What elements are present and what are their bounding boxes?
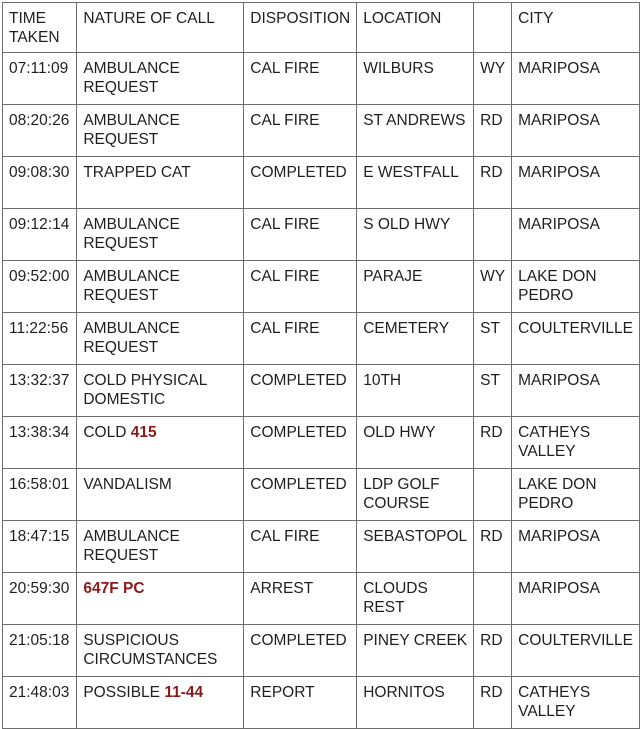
- nature-text: AMBULANCE REQUEST: [83, 60, 180, 96]
- disposition-cell: REPORT: [244, 677, 357, 729]
- street-suffix-cell: [474, 573, 512, 625]
- nature-text: AMBULANCE REQUEST: [83, 216, 180, 252]
- nature-text: VANDALISM: [83, 476, 172, 493]
- table-row: [3, 417, 640, 469]
- time-cell: 13:38:34: [3, 417, 77, 469]
- disposition-cell: COMPLETED: [244, 469, 357, 521]
- call-log-body: [3, 53, 640, 729]
- call-log-table: [2, 2, 640, 729]
- nature-text: COLD PHYSICAL DOMESTIC: [83, 372, 207, 408]
- time-cell: 09:52:00: [3, 261, 77, 313]
- nature-text: POSSIBLE: [83, 684, 165, 701]
- nature-text: SUSPICIOUS CIRCUMSTANCES: [83, 632, 218, 668]
- street-suffix-cell: ST: [474, 313, 512, 365]
- nature-cell: [77, 157, 244, 209]
- table-row: [3, 625, 640, 677]
- time-cell: 11:22:56: [3, 313, 77, 365]
- city-cell: COULTERVILLE: [512, 625, 640, 677]
- city-cell: MARIPOSA: [512, 53, 640, 105]
- location-cell: 10TH: [357, 365, 474, 417]
- time-cell: 07:11:09: [3, 53, 77, 105]
- street-suffix-cell: [474, 469, 512, 521]
- time-cell: 21:48:03: [3, 677, 77, 729]
- nature-text: AMBULANCE REQUEST: [83, 320, 180, 356]
- city-cell: MARIPOSA: [512, 209, 640, 261]
- street-suffix-cell: RD: [474, 105, 512, 157]
- table-row: [3, 209, 640, 261]
- location-cell: OLD HWY: [357, 417, 474, 469]
- nature-cell: [77, 573, 244, 625]
- time-cell: 08:20:26: [3, 105, 77, 157]
- street-suffix-cell: ST: [474, 365, 512, 417]
- street-suffix-cell: WY: [474, 261, 512, 313]
- table-row: [3, 469, 640, 521]
- time-cell: 20:59:30: [3, 573, 77, 625]
- disposition-cell: CAL FIRE: [244, 105, 357, 157]
- location-cell: HORNITOS: [357, 677, 474, 729]
- disposition-cell: CAL FIRE: [244, 261, 357, 313]
- header-street-suffix: [474, 3, 512, 53]
- nature-text: COLD: [83, 424, 131, 441]
- table-row: [3, 521, 640, 573]
- nature-cell: [77, 417, 244, 469]
- disposition-cell: CAL FIRE: [244, 53, 357, 105]
- street-suffix-cell: RD: [474, 625, 512, 677]
- table-row: [3, 573, 640, 625]
- table-row: [3, 105, 640, 157]
- nature-text: AMBULANCE REQUEST: [83, 528, 180, 564]
- table-row: [3, 53, 640, 105]
- nature-cell: [77, 261, 244, 313]
- nature-text: TRAPPED CAT: [83, 164, 191, 181]
- city-cell: MARIPOSA: [512, 365, 640, 417]
- street-suffix-cell: [474, 209, 512, 261]
- city-cell: LAKE DON PEDRO: [512, 261, 640, 313]
- city-cell: COULTERVILLE: [512, 313, 640, 365]
- location-cell: PARAJE: [357, 261, 474, 313]
- location-cell: LDP GOLF COURSE: [357, 469, 474, 521]
- street-suffix-cell: RD: [474, 677, 512, 729]
- time-cell: 13:32:37: [3, 365, 77, 417]
- time-cell: 16:58:01: [3, 469, 77, 521]
- street-suffix-cell: RD: [474, 157, 512, 209]
- location-cell: S OLD HWY: [357, 209, 474, 261]
- nature-cell: [77, 313, 244, 365]
- nature-text: AMBULANCE REQUEST: [83, 112, 180, 148]
- table-row: [3, 261, 640, 313]
- location-cell: E WESTFALL: [357, 157, 474, 209]
- disposition-cell: COMPLETED: [244, 365, 357, 417]
- header-row: [3, 3, 640, 53]
- city-cell: CATHEYS VALLEY: [512, 417, 640, 469]
- nature-cell: [77, 105, 244, 157]
- city-cell: MARIPOSA: [512, 105, 640, 157]
- header-city: CITY: [512, 3, 640, 53]
- time-cell: 21:05:18: [3, 625, 77, 677]
- disposition-cell: COMPLETED: [244, 417, 357, 469]
- nature-cell: [77, 365, 244, 417]
- time-cell: 18:47:15: [3, 521, 77, 573]
- nature-cell: [77, 469, 244, 521]
- city-cell: MARIPOSA: [512, 573, 640, 625]
- location-cell: WILBURS: [357, 53, 474, 105]
- nature-cell: [77, 677, 244, 729]
- location-cell: ST ANDREWS: [357, 105, 474, 157]
- header-disposition: DISPOSITION: [244, 3, 357, 53]
- disposition-cell: CAL FIRE: [244, 209, 357, 261]
- street-suffix-cell: RD: [474, 417, 512, 469]
- time-cell: 09:12:14: [3, 209, 77, 261]
- header-location: LOCATION: [357, 3, 474, 53]
- header-nature-of-call: NATURE OF CALL: [77, 3, 244, 53]
- disposition-cell: COMPLETED: [244, 625, 357, 677]
- table-row: [3, 313, 640, 365]
- city-cell: LAKE DON PEDRO: [512, 469, 640, 521]
- disposition-cell: CAL FIRE: [244, 521, 357, 573]
- location-cell: CEMETERY: [357, 313, 474, 365]
- street-suffix-cell: WY: [474, 53, 512, 105]
- nature-cell: [77, 53, 244, 105]
- nature-cell: [77, 521, 244, 573]
- table-row: [3, 157, 640, 209]
- street-suffix-cell: RD: [474, 521, 512, 573]
- table-row: [3, 365, 640, 417]
- nature-cell: [77, 625, 244, 677]
- nature-code: 415: [130, 424, 157, 441]
- location-cell: PINEY CREEK: [357, 625, 474, 677]
- location-cell: SEBASTOPOL: [357, 521, 474, 573]
- nature-code: 11-44: [164, 684, 204, 701]
- nature-code: 647F PC: [83, 580, 145, 597]
- disposition-cell: ARREST: [244, 573, 357, 625]
- time-cell: 09:08:30: [3, 157, 77, 209]
- city-cell: CATHEYS VALLEY: [512, 677, 640, 729]
- table-row: [3, 677, 640, 729]
- location-cell: CLOUDS REST: [357, 573, 474, 625]
- nature-cell: [77, 209, 244, 261]
- nature-text: AMBULANCE REQUEST: [83, 268, 180, 304]
- disposition-cell: CAL FIRE: [244, 313, 357, 365]
- disposition-cell: COMPLETED: [244, 157, 357, 209]
- city-cell: MARIPOSA: [512, 157, 640, 209]
- city-cell: MARIPOSA: [512, 521, 640, 573]
- header-time-taken: TIME TAKEN: [3, 3, 77, 53]
